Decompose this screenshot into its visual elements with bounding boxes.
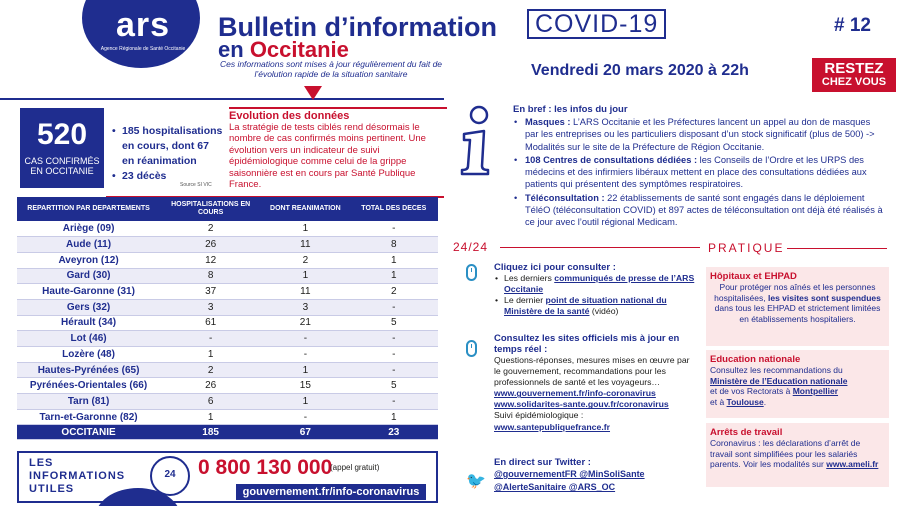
cell-hospitalisations: 12: [160, 252, 261, 268]
gouvernement-link[interactable]: www.gouvernement.fr/info-coronavirus: [494, 388, 656, 399]
mouse-icon: [466, 264, 477, 281]
sites-text: Questions-réponses, mesures mises en œuvre par le gouvernement, recommandations pour les professionnels de santé et les voyageurs…: [494, 355, 690, 388]
cell-deces: 5: [350, 315, 438, 331]
cell-deces: -: [350, 347, 438, 363]
confirmed-cases-number: 520: [36, 118, 88, 151]
cell-hospitalisations: 61: [160, 315, 261, 331]
en-bref-item-label: 108 Centres de consultations dédiées :: [525, 154, 698, 165]
card-text-bold: les visites sont suspendues: [767, 292, 881, 303]
cell-departement: Lozère (48): [17, 347, 160, 363]
cell-reanimation: 1: [261, 268, 349, 284]
gouvernement-info-link[interactable]: gouvernement.fr/info-coronavirus: [236, 484, 426, 500]
en-bref-item-masques: [513, 116, 885, 153]
evolution-title: Evolution des données: [229, 110, 350, 122]
solidarites-sante-link[interactable]: www.solidarites-sante.gouv.fr/coronavirus: [494, 399, 669, 410]
cell-departement: Hérault (34): [17, 315, 160, 331]
table-row: [17, 237, 438, 253]
pratique-divider: [787, 248, 887, 249]
sites-title: Consultez les sites officiels mis à jour en temps réel :: [494, 333, 680, 355]
click-item-point-situation: [494, 295, 699, 317]
table-row: [17, 394, 438, 410]
table-row: [17, 378, 438, 394]
click-title: Cliquez ici pour consulter :: [494, 262, 616, 273]
col-header-reanimation: DONT REANIMATION: [261, 197, 349, 221]
cell-departement: Haute-Garonne (31): [17, 284, 160, 300]
sante-publique-link[interactable]: www.santepubliquefrance.fr: [494, 421, 611, 432]
hotline-note: (appel gratuit): [330, 463, 380, 472]
table-row: [17, 331, 438, 347]
cell-departement: Gers (32): [17, 299, 160, 315]
cell-hospitalisations: 1: [160, 409, 261, 425]
restez-chez-vous-badge: [812, 58, 896, 92]
cell-reanimation: -: [261, 409, 349, 425]
twitter-accounts-line1[interactable]: @gouvernementFR @MinSoliSante: [494, 469, 645, 479]
cell-reanimation: 21: [261, 315, 349, 331]
region-prefix: en: [218, 37, 244, 62]
cell-reanimation: -: [261, 347, 349, 363]
cell-reanimation: 1: [261, 394, 349, 410]
key-stat-hospitalisations: • 185 hospitalisations en cours, dont 67 en réanimation: [112, 124, 224, 169]
cell-departement: Tarn (81): [17, 394, 160, 410]
cell-deces: 5: [350, 378, 438, 394]
section-2424-heading: 24/24: [453, 240, 489, 254]
cell-hospitalisations: 6: [160, 394, 261, 410]
cell-reanimation: -: [261, 331, 349, 347]
card-text: [710, 438, 885, 470]
cell-reanimation: 1: [261, 221, 349, 237]
cell-deces: 8: [350, 237, 438, 253]
click-item-prefix: Le dernier: [504, 295, 546, 306]
restez-line1: RESTEZ: [824, 60, 884, 77]
sites-block: [494, 333, 694, 433]
en-bref-list: [513, 116, 885, 230]
issue-number: # 12: [834, 15, 871, 36]
twitter-accounts-line2[interactable]: @AlerteSanitaire @ARS_OC: [494, 482, 616, 492]
cell-deces-total: 23: [350, 425, 438, 440]
cell-departement: Gard (30): [17, 268, 160, 284]
speech-bubble-tip: [304, 86, 322, 100]
cell-departement: Lot (46): [17, 331, 160, 347]
en-bref-item-text: L’ARS Occitanie et les Préfectures lancent un appel au don de masques par les entreprises ou les particuliers disposant d’un stock significatif (plus de 500) -> Modalités sur le site de la Préfecture de Région Occitanie.: [525, 117, 875, 152]
ars-logo-subtitle: Agence Régionale de Santé Occitanie: [100, 46, 186, 52]
cell-deces: -: [350, 394, 438, 410]
info-icon: [452, 104, 502, 176]
card-arrets-travail: [706, 423, 889, 487]
cell-hospitalisations: 3: [160, 299, 261, 315]
table-total-row: [17, 425, 438, 440]
cell-departement: Tarn-et-Garonne (82): [17, 409, 160, 425]
confirmed-cases-label: CAS CONFIRMÉS EN OCCITANIE: [24, 156, 100, 176]
montpellier-link[interactable]: Montpellier: [792, 386, 839, 397]
card-text-line: [710, 397, 885, 408]
bulletin-date: Vendredi 20 mars 2020 à 22h: [531, 62, 749, 79]
section-2424-divider: [500, 247, 700, 248]
cell-departement: Aude (11): [17, 237, 160, 253]
cell-deces: 2: [350, 284, 438, 300]
cell-deces: -: [350, 362, 438, 378]
key-stats-list: [112, 124, 224, 184]
cell-hospitalisations: 2: [160, 221, 261, 237]
cell-deces: 1: [350, 268, 438, 284]
en-bref-item-text: 22 établissements de santé sont engagés dans le déploiement TéléO (téléconsultation COVID) et 897 actes de téléconsultation ont déjà été réalisés à ce jour avec l’outil régional Medicam.: [525, 192, 883, 228]
cell-reanimation: 15: [261, 378, 349, 394]
card-text: [710, 365, 885, 407]
cell-hospitalisations: 26: [160, 378, 261, 394]
cell-departement: Aveyron (12): [17, 252, 160, 268]
evolution-box: [229, 107, 447, 190]
cell-departement: Hautes-Pyrénées (65): [17, 362, 160, 378]
cell-reanimation: 11: [261, 284, 349, 300]
card-text-part: et de vos Rectorats à: [710, 386, 793, 397]
bulletin-title: Bulletin d’information: [218, 12, 497, 42]
pratique-heading: PRATIQUE: [708, 241, 785, 255]
table-row: [17, 409, 438, 425]
cell-reanimation: 11: [261, 237, 349, 253]
cell-departement: Ariège (09): [17, 221, 160, 237]
cell-hospitalisations: 37: [160, 284, 261, 300]
phone-24-icon: 24: [150, 456, 190, 496]
cell-reanimation: 2: [261, 252, 349, 268]
table-row: [17, 315, 438, 331]
en-bref-item-text: les Conseils de l’Ordre et les URPS des médecins et des infirmiers libéraux mettent en place des consultations dédiées aux patients qui présentent des symptômes respiratoires.: [525, 154, 867, 190]
key-stat-deaths: • 23 décès: [112, 169, 224, 184]
ars-logo-text: ars: [115, 6, 171, 44]
cell-hospitalisations: 26: [160, 237, 261, 253]
table-row: [17, 252, 438, 268]
table-row: [17, 299, 438, 315]
card-text-part: dans tous les EHPAD et strictement limitées en établissements hospitaliers.: [714, 303, 881, 324]
confirmed-cases-box: [20, 108, 104, 188]
card-text-part: et à: [710, 396, 727, 407]
card-text-part: Coronavirus : les déclarations d’arrêt de travail sont simplifiées pour les salariés parents. Voir les modalités sur: [710, 438, 861, 470]
en-bref-item-centres: [513, 154, 885, 191]
en-bref-item-label: Masques :: [525, 117, 571, 127]
cell-deces: 1: [350, 252, 438, 268]
useful-info-label: LES INFORMATIONS UTILES: [29, 457, 126, 495]
cell-hospitalisations: 1: [160, 347, 261, 363]
covid-title-box: COVID-19: [527, 9, 666, 39]
table-row: [17, 362, 438, 378]
cell-deces: -: [350, 221, 438, 237]
cell-deces: 1: [350, 409, 438, 425]
department-table: [17, 197, 438, 440]
cell-reanimation: 3: [261, 299, 349, 315]
ameli-link[interactable]: www.ameli.fr: [826, 459, 879, 470]
card-hopitaux-ehpad: [706, 267, 889, 346]
col-header-departement: REPARTITION PAR DEPARTEMENTS: [17, 197, 160, 221]
point-situation-link[interactable]: point de situation national du Ministère de la santé: [504, 295, 667, 317]
cell-hospitalisations: -: [160, 331, 261, 347]
cell-deces: -: [350, 331, 438, 347]
mouse-icon: [466, 340, 477, 357]
card-title: Education nationale: [710, 354, 801, 365]
table-row: [17, 221, 438, 237]
click-item-prefix: Les derniers: [504, 273, 555, 283]
click-list: [494, 273, 699, 317]
evolution-text: La stratégie de tests ciblés rend désormais le nombre de cas confirmés moins pertinent. Une évolution vers un indicateur de suivi épidémiologique comme celui de la grippe saisonnière est en cours par Santé Publique France.: [229, 122, 426, 191]
table-row: [17, 284, 438, 300]
restez-line2: CHEZ VOUS: [821, 76, 887, 88]
communiques-link[interactable]: communiqués de presse de l’ARS Occitanie: [504, 273, 695, 295]
en-bref-item-label: Téléconsultation :: [525, 192, 605, 203]
card-education-nationale: [706, 350, 889, 418]
cell-deces: -: [350, 299, 438, 315]
click-block: [494, 262, 699, 317]
card-text-part: .: [763, 396, 767, 407]
twitter-block: [494, 457, 694, 494]
cell-departement: Pyrénées-Orientales (66): [17, 378, 160, 394]
toulouse-link[interactable]: Toulouse: [726, 396, 764, 407]
card-text-line: Consultez les recommandations du: [710, 365, 843, 375]
click-item-suffix: (vidéo): [589, 306, 619, 317]
table-row: [17, 268, 438, 284]
cell-reanimation-total: 67: [261, 425, 349, 440]
region-name: Occitanie: [249, 37, 349, 62]
bulletin-subtitle: Ces informations sont mises à jour régulièrement du fait de l’évolution rapide de la situation sanitaire: [219, 59, 443, 79]
en-bref-item-teleconsultation: [513, 192, 885, 229]
cell-hospitalisations: 8: [160, 268, 261, 284]
cell-hospitalisations-total: 185: [160, 425, 261, 440]
twitter-icon: 🐦: [466, 473, 486, 490]
table-row: [17, 347, 438, 363]
card-title: Hôpitaux et EHPAD: [710, 271, 797, 282]
card-text-part: Pour protéger nos aînés et les personnes hospitalisées,: [714, 282, 876, 303]
card-text: [710, 282, 885, 324]
cell-reanimation: 1: [261, 362, 349, 378]
suivi-epidemio-label: Suivi épidémiologique :: [494, 410, 584, 421]
data-source: Source SI VIC: [180, 182, 212, 188]
header-divider: [0, 98, 444, 100]
card-text-line: [710, 386, 885, 397]
hotline-number[interactable]: 0 800 130 000: [198, 456, 333, 479]
twitter-title: En direct sur Twitter :: [494, 457, 591, 468]
card-title: Arrêts de travail: [710, 427, 783, 438]
ministere-education-link[interactable]: Ministère de l’Education nationale: [710, 375, 848, 386]
cell-departement-total: OCCITANIE: [17, 425, 160, 440]
en-bref-title: En bref : les infos du jour: [513, 104, 628, 115]
cell-hospitalisations: 2: [160, 362, 261, 378]
col-header-deces: TOTAL DES DECES: [350, 197, 438, 221]
click-item-communiques: [494, 273, 699, 295]
table-header-row: [17, 197, 438, 221]
col-header-hospitalisations: HOSPITALISATIONS EN COURS: [160, 197, 261, 221]
